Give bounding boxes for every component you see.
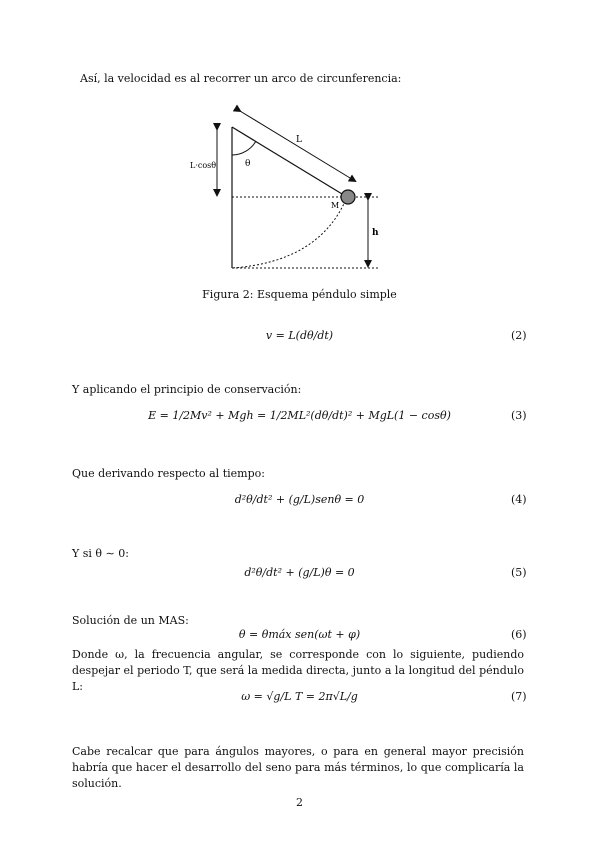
equation-3-body: E = 1/2Mv² + Mgh = 1/2ML²(dθ/dt)² + MgL(1 − cosθ) [148,409,451,422]
label-mass: M [331,201,340,210]
pendulum-bob [341,190,355,204]
page-number: 2 [296,796,303,809]
figure-caption: Figura 2: Esquema péndulo simple [202,288,397,301]
angle-arc [232,141,256,155]
intro-text: Así, la velocidad es al recorrer un arco de circunferencia: [80,72,402,85]
mas-text: Solución de un MAS: [72,614,189,627]
equation-6-body: θ = θmáx sen(ωt + φ) [238,628,361,641]
equation-3-number: (3) [511,409,527,422]
equation-7-body: ω = √g/L T = 2π√L/g [241,690,358,703]
equation-7-number: (7) [511,690,527,703]
equation-6-number: (6) [511,628,527,641]
length-arrow [240,111,355,181]
equation-5-body: d²θ/dt² + (g/L)θ = 0 [244,566,355,579]
label-vertical: L·cosθ [190,161,217,170]
swing-arc [232,197,347,268]
equation-4-number: (4) [511,493,527,506]
final-paragraph: Cabe recalcar que para ángulos mayores, o para en general mayor precisión habría que hacer el desarrollo del seno para más términos, lo que complicaría la solución. [72,745,524,790]
equation-2-number: (2) [511,329,527,342]
equation-5-number: (5) [511,566,527,579]
equation-2-body: v = L(dθ/dt) [265,329,334,342]
equation-4-body: d²θ/dt² + (g/L)senθ = 0 [234,493,365,506]
omega-paragraph: Donde ω, la frecuencia angular, se corresponde con lo siguiente, pudiendo despejar el periodo T, que será la medida directa, junto a la longitud del péndulo L: [72,648,524,693]
label-length: L [296,135,302,145]
conservation-text: Y aplicando el principio de conservación: [72,383,302,396]
label-height: h [372,228,379,238]
derivative-text: Que derivando respecto al tiempo: [72,467,265,480]
label-angle: θ [245,159,251,169]
small-angle-text: Y si θ ∼ 0: [72,547,129,560]
